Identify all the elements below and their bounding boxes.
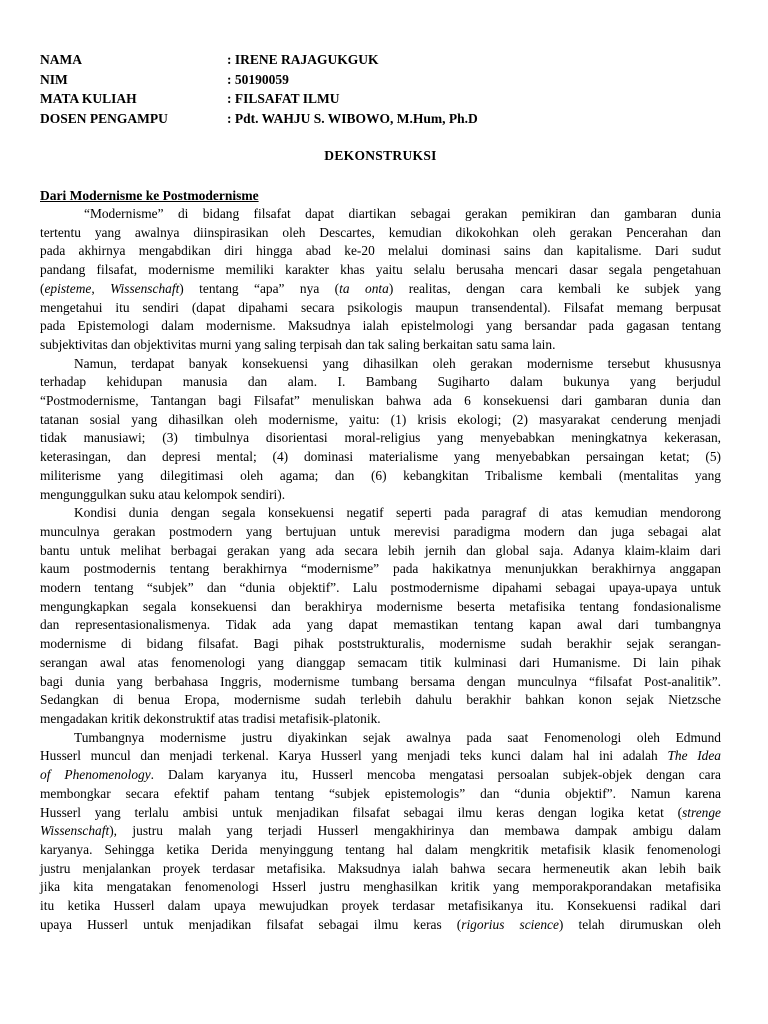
paragraph-line: Kondisi dunia dengan segala konsekuensi negatif seperti pada paragraf di atas kemudian mendorong — [74, 505, 721, 521]
paragraph-line: pandang filsafat, modernisme memiliki karakter khas yaitu selalu berusaha mencari dasar segala pengetahuan — [40, 262, 721, 278]
paragraph-line: mengetahui itu sendiri (dapat dipahami secara psikologis maupun transendental). Filsafat memang berpusat — [40, 299, 721, 315]
paragraph-line: kaum postmodernis tentang berakhirnya “modernisme” pada hakikatnya menunjukkan berakhirnya anggapan — [40, 561, 721, 577]
paragraph-line: (episteme, Wissenschaft) tentang “apa” nya (ta onta) realitas, dengan cara kembali ke subjek yang — [40, 280, 721, 296]
paragraph-4 — [40, 729, 721, 935]
paragraph-line: dan representasionalismenya. Tidak ada yang dapat memastikan tentang kapan awal dari tumbangnya — [40, 617, 721, 633]
paragraph-line: mengadakan kritik dekonstruktif atas tradisi metafisik-platonik. — [40, 710, 381, 726]
paragraph-line: Sedangkan di benua Eropa, modernisme sudah terlebih dahulu berakhir bahkan konon sejak Nietzsche — [40, 692, 721, 708]
section-title: Dari Modernisme ke Postmodernisme — [40, 188, 259, 203]
document-title: DEKONSTRUKSI — [324, 148, 437, 163]
paragraph-line: itu ketika Husserl dalam upaya mewujudkan proyek terdasar metafisikanya itu. Konsekuensi radikal dari — [40, 898, 721, 914]
header-label: MATA KULIAH — [40, 91, 137, 106]
paragraph-line: Husserl yang terlalu ambisi untuk menjadikan filsafat sebagai ilmu keras dengan logika ketat (strenge — [40, 804, 721, 820]
paragraph-line: serangan awal atas fenomenologi yang dianggap semacam titik kulminasi dari Humanisme. Di lain pihak — [40, 654, 721, 670]
header-row-name — [40, 50, 721, 70]
paragraph-line: pada akhirnya mengabdikan diri hingga abad ke-20 melalui dominasi sains dan kapitalisme. Dari sudut — [40, 243, 721, 259]
paragraph-line: subjektivitas dan objektivitas murni yang saling terpisah dan tak saling berkaitan satu sama lain. — [40, 336, 556, 352]
paragraph-line: of Phenomenology. Dalam karyanya itu, Husserl mencoba mengatasi persoalan subjek-objek dengan cara — [40, 767, 722, 783]
paragraph-line: upaya Husserl untuk menjadikan filsafat sebagai ilmu keras (rigorius science) telah dirumuskan oleh — [40, 916, 721, 932]
paragraph-line: justru menjalankan proyek terdasar metafisika. Maksudnya ialah bahwa secara hermeneutik akan lebih baik — [40, 860, 721, 876]
paragraph-line: tidak manusiawi; (3) timbulnya disorientasi moral-religius yang menyebabkan meningkatnya kekerasan, — [40, 430, 721, 446]
paragraph-line: tatanan sosial yang dihasilkan oleh modernisme, yaitu: (1) krisis ekologi; (2) masyarakat cenderung menjadi — [40, 411, 721, 427]
header-label: NIM — [40, 71, 68, 87]
paragraph-line: pada Epistemologi dalam modernisme. Maksudnya ialah epistelmologi yang bersandar pada gagasan tentang — [40, 318, 721, 334]
header-row-course — [40, 89, 721, 109]
paragraph-2 — [40, 355, 721, 505]
paragraph-line: tertentu yang awalnya diinspirasikan oleh Descartes, kemudian dikokohkan oleh gerakan Pencerahan dan — [40, 224, 721, 240]
header-label: DOSEN PENGAMPU — [40, 110, 168, 126]
paragraph-line: mengungkapkan segala konsekuensi dan berakhirya modernisme beserta metafisika tentang fondasionalisme — [40, 598, 721, 614]
paragraph-line: bantu untuk melihat berbagai gerakan yang ada secara lebih jernih dan global saja. Adanya klaim-klaim dari — [40, 542, 721, 558]
paragraph-line: keterasingan, dan depresi mental; (4) dominasi materialisme yang menyebabkan persaingan ketat; (5) — [40, 449, 721, 465]
paragraph-line: bagi dunia yang berbahasa Inggris, modernisme tumbang bersama dengan munculnya “filsafat Post-analitik”. — [40, 673, 721, 689]
header-value: : Pdt. WAHJU S. WIBOWO, M.Hum, Ph.D — [227, 110, 478, 126]
paragraph-line: Wissenschaft), justru malah yang terjadi Husserl mengakhirinya dan membawa dampak ambigu dalam — [40, 823, 721, 839]
header-value: : 50190059 — [227, 71, 289, 87]
paragraph-line: Husserl muncul dan menjadi terkenal. Karya Husserl yang menjadi teks kunci dalam hal ini adalah The Idea — [40, 748, 721, 764]
header-label: NAMA — [40, 52, 82, 67]
paragraph-line: membongkar secara efektif paham tentang “subjek epistemologis” dan “dunia objektif”. Namun karena — [40, 785, 721, 801]
paragraph-line: munculnya gerakan postmodern yang bertujuan untuk merevisi paradigma modern dan juga sebagai alat — [40, 523, 721, 539]
paragraph-line: mengunggulkan suku atau kelompok sendiri). — [40, 486, 286, 502]
paragraph-line: Namun, terdapat banyak konsekuensi yang dihasilkan oleh gerakan modernisme tersebut khususnya — [74, 355, 721, 371]
paragraph-line: militerisme yang dilegitimasi oleh agama; dan (6) kebangkitan Tribalisme kembali (mentalitas yang — [40, 467, 721, 483]
paragraph-line: “Modernisme” di bidang filsafat dapat diartikan sebagai gerakan pemikiran dan gambaran dunia — [84, 206, 721, 221]
paragraph-line: karyanya. Sehingga ketika Derida menyinggung tentang hal dalam mengkritik metafisik klasik fenomenologi — [40, 841, 721, 857]
paragraph-3 — [40, 504, 721, 728]
header-value: : IRENE RAJAGUKGUK — [227, 52, 379, 67]
header-value: : FILSAFAT ILMU — [227, 91, 340, 106]
document-page — [40, 50, 721, 934]
header-row-lecturer — [40, 109, 721, 129]
paragraph-line: Tumbangnya modernisme justru diyakinkan sejak awalnya pada saat Fenomenologi oleh Edmund — [74, 729, 721, 745]
paragraph-line: jika kita mengatakan fenomenologi Hsserl justru menghasilkan kritik yang memporakporandakan metafisika — [40, 879, 721, 895]
header-row-nim — [40, 70, 721, 90]
paragraph-line: terhadap kehidupan manusia dan alam. I. Bambang Sugiharto dalam bukunya yang berjudul — [40, 374, 721, 390]
paragraph-1 — [40, 205, 721, 355]
paragraph-line: “Postmodernisme, Tantangan bagi Filsafat” menuliskan bahwa ada 6 konsekuensi dari gambaran dunia dan — [40, 393, 721, 409]
header-info — [40, 50, 721, 128]
paragraph-line: modernisme di bidang filsafat. Bagi pihak poststrukturalis, modernisme sudah berakhir sejak serangan- — [40, 636, 721, 652]
paragraph-line: modern tentang “subjek” dan “dunia objektif”. Lalu postmodernisme dipahami sebagai upaya-upaya untuk — [40, 580, 721, 596]
